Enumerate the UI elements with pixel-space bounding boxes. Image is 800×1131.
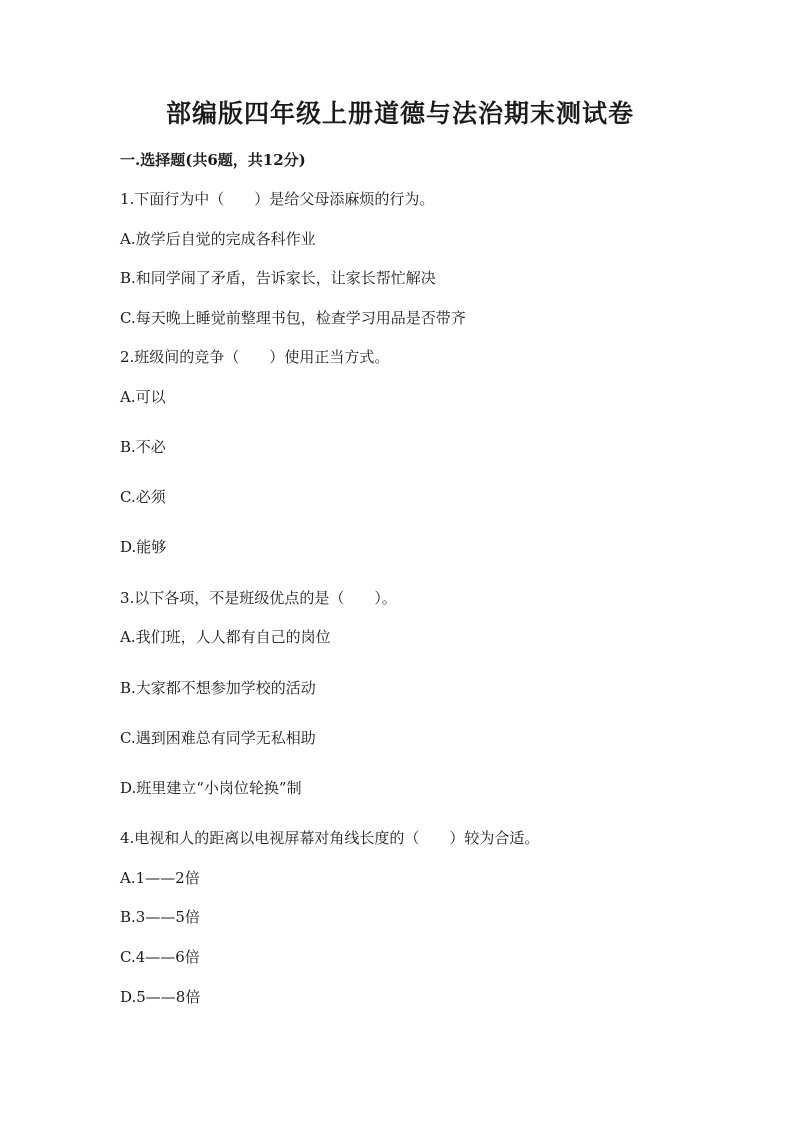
question-4-stem: 4.电视和人的距离以电视屏幕对角线长度的（ ）较为合适。 [120,829,540,847]
question-1-stem: 1.下面行为中（ ）是给父母添麻烦的行为。 [120,190,435,208]
question-2-option-d: D.能够 [120,538,167,556]
question-3-stem: 3.以下各项，不是班级优点的是（ ）。 [120,589,397,607]
question-2-option-a: A.可以 [120,388,166,406]
question-3-option-c: C.遇到困难总有同学无私相助 [120,729,316,747]
question-1-option-b: B.和同学闹了矛盾，告诉家长，让家长帮忙解决 [120,269,436,287]
question-4-option-c: C.4——6倍 [120,948,200,966]
question-4-option-d: D.5——8倍 [120,988,201,1006]
question-4-option-b: B.3——5倍 [120,908,200,926]
question-2-stem: 2.班级间的竞争（ ）使用正当方式。 [120,348,390,366]
question-3-option-b: B.大家都不想参加学校的活动 [120,679,316,697]
question-4-option-a: A.1——2倍 [120,869,200,887]
page-title: 部编版四年级上册道德与法治期末测试卷 [165,99,634,128]
question-3-option-a: A.我们班，人人都有自己的岗位 [120,628,331,646]
question-2-option-c: C.必须 [120,488,166,506]
question-2-option-b: B.不必 [120,438,166,456]
section-heading: 一.选择题(共6题，共12分) [120,151,306,169]
question-1-option-c: C.每天晚上睡觉前整理书包，检查学习用品是否带齐 [120,309,466,327]
question-1-option-a: A.放学后自觉的完成各科作业 [120,230,316,248]
question-3-option-d: D.班里建立“小岗位轮换”制 [120,779,302,797]
